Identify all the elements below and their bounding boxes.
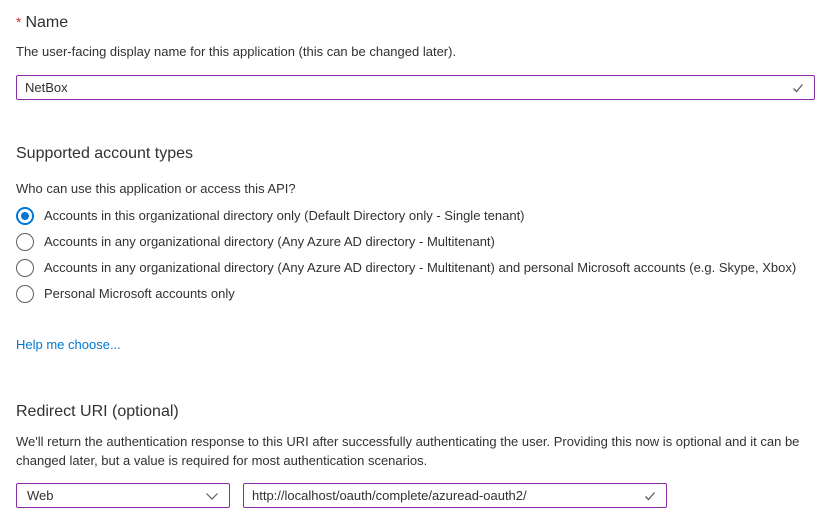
platform-select[interactable] [16,483,230,508]
name-section [16,12,815,100]
radio-label: Accounts in this organizational directory only (Default Directory only - Single tenant) [44,208,525,223]
account-types-question: Who can use this application or access this API? [16,181,296,196]
radio-label: Accounts in any organizational directory (Any Azure AD directory - Multitenant) and personal Microsoft accounts (e.g. Skype, Xbox) [44,260,797,275]
account-types-section [16,143,815,354]
radio-label: Accounts in any organizational directory (Any Azure AD directory - Multitenant) [44,234,495,249]
account-type-option-personal-only[interactable] [16,285,815,303]
name-field-container [16,75,815,100]
redirect-uri-title: Redirect URI (optional) [16,403,179,420]
name-section-title [16,12,815,33]
required-asterisk: * [16,14,22,30]
radio-button-icon[interactable] [16,207,34,225]
name-input[interactable] [17,76,814,99]
redirect-uri-row [16,483,815,508]
account-type-option-multitenant[interactable] [16,233,815,251]
account-type-option-single-tenant[interactable] [16,207,815,225]
radio-button-icon[interactable] [16,259,34,277]
check-icon [642,488,658,504]
redirect-uri-input[interactable] [244,484,666,507]
account-types-title: Supported account types [16,145,194,162]
redirect-uri-section [16,401,815,508]
check-icon [790,80,806,96]
redirect-uri-description: We'll return the authentication response to this URI after successfully authenticating the user. Providing this now is optional and it can be changed later, but a value is required for most authentication scenarios. [16,434,800,468]
name-description: The user-facing display name for this application (this can be changed later). [16,44,457,59]
platform-selected-value: Web [27,488,54,503]
name-title-text: Name [25,14,69,31]
help-me-choose-link[interactable]: Help me choose... [16,337,121,352]
radio-button-icon[interactable] [16,233,34,251]
account-type-option-multitenant-personal[interactable] [16,259,815,277]
chevron-down-icon [204,488,220,504]
radio-label: Personal Microsoft accounts only [44,286,235,301]
account-type-radio-group [16,207,815,303]
radio-button-icon[interactable] [16,285,34,303]
redirect-uri-field-container [243,483,667,508]
